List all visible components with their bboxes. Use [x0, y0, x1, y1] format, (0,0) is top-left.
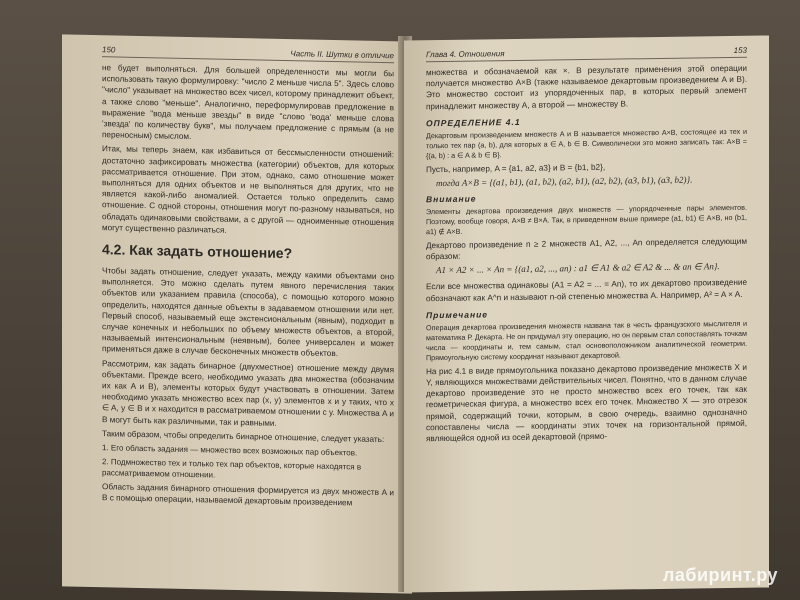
- right-running-header: [426, 46, 747, 62]
- left-intro-paragraph: не будет выполняться. Для большей определенности мы могли бы использовать такую формулировку: "число 2 меньше числа 5". Здесь слово "число" указывает на множество всех чисел, которому принадлежит объект, а также слово "меньше". Аналогично, переформулировав предложение в выражение "вода меньше звезды" в виде "слово 'вода' меньше слова 'звезда' по количеству букв", мы получаем предложение с прямым (а не переносным) смыслом.: [102, 63, 394, 142]
- right-paragraph-3: Если все множества одинаковы (A1 = A2 = ... = An), то их декартово произведение обозначают как A^n и называют n-ой степенью множества A. Например, A² = A × A.: [426, 278, 747, 303]
- watermark-logo: лабиринт.ру: [662, 565, 778, 585]
- attention-heading: Внимание: [426, 193, 477, 205]
- note-heading: Примечание: [426, 309, 489, 321]
- list-item: 1. Его область задания — множество всех возможных пар объектов.: [102, 443, 358, 458]
- right-paragraph-4: На рис 4.1 в виде прямоугольника показано декартово произведение множеств X и Y, являющихся множествами действительных чисел. Понятно, что в данном случае декартово произведение это не просто множество всех его точек, так как геометрическая фигура, а множество всех его точек. Множество X — это отрезок прямой, содержащий точки, которым, в свою очередь, взаимно однозначно сопоставлены числа — координаты этих точек на горизонтальной прямой, являющейся одной из осей декартовой (прямо-: [426, 362, 747, 444]
- list-item: 2. Подмножество тех и только тех пар объектов, которые находятся в рассматриваемом отношении.: [102, 457, 362, 480]
- left-paragraph-3: Чтобы задать отношение, следует указать, между какими объектами оно выполняется. Это можно сделать путем явного перечисления таких объектов или указанием правила (способа), с помощью которого можно определить, находятся данные объекты в задаваемом отношении или нет. Первый способ, называемый еще экстенсиональным (явным), подходит в случае конечных и небольших по объему множеств объектов, а второй, называемый интенсиональным (неявным), более универсален и может применяться даже в случае бесконечных множеств объектов.: [102, 266, 394, 359]
- definition-heading: ОПРЕДЕЛЕНИЕ 4.1: [426, 116, 521, 129]
- section-title: 4.2. Как задать отношение?: [102, 241, 293, 262]
- left-page: [62, 34, 412, 593]
- right-header-title: Глава 4. Отношения: [426, 49, 505, 60]
- example-math: тогда A×B = {(a1, b1), (a1, b2), (a2, b1), (a2, b2), (a3, b1), (a3, b2)}.: [436, 174, 693, 189]
- left-header-title: Часть II. Шутки в отличие: [290, 49, 394, 61]
- left-running-header: [102, 45, 394, 63]
- note-text: Операция декартова произведения множеств названа так в честь французского мыслителя и математика Р. Декарта. Не он придумал эту операцию, но он первым стал сопоставлять точкам числа — координаты и, тем самым, стал основоположником аналитической геометрии. Прямоугольную систему координат называют декартовой.: [426, 318, 747, 363]
- right-page-number: 153: [733, 45, 747, 55]
- right-page: [404, 35, 769, 592]
- right-paragraph-2: Декартово произведение n ≥ 2 множеств A1, A2, ..., An определяется следующим образом:: [426, 236, 747, 262]
- left-paragraph-5: Таким образом, чтобы определить бинарное отношение, следует указать:: [102, 429, 385, 444]
- definition-text: Декартовым произведением множеств A и B называется множество A×B, состоящее из тех и только тех пар (a, b), для которых a ∈ A, b ∈ B. Символически это можно записать так: A×B = {(a, b) : a ∈ A & b ∈ B}.: [426, 126, 747, 161]
- example-line: Пусть, например, A = {a1, a2, a3} и B = {b1, b2},: [426, 162, 606, 175]
- attention-text: Элементы декартова произведения двух множеств — упорядоченные пары элементов. Поэтому, вообще говоря, A×B ≠ B×A. Так, в приведенном выше примере (a1, b1) ∈ A×B, но (b1, a1) ∉ A×B.: [426, 202, 747, 237]
- right-paragraph-1: множества и обозначаемой как ×. В результате применения этой операции получается множество A×B (также называемое декартовым произведением A и B). Это множество состоит из упорядоченных пар, в которых первый элемент принадлежит множеству A, а второй — множеству B.: [426, 63, 747, 111]
- left-paragraph-4: Рассмотрим, как задать бинарное (двухместное) отношение между двумя объектами. Прежде всего, необходимо указать два множества (обозначим их как A и B), элементы которых будут участвовать в отношении. Затем необходимо указать множество всех пар (x, y) элементов x и y таких, что x ∈ A, y ∈ B и x находится в рассматриваемом отношении с y. Множества A и B могут быть как различными, так и равными.: [102, 358, 394, 428]
- left-page-number: 150: [102, 45, 116, 55]
- product-formula: A1 × A2 × ... × An = {(a1, a2, ..., an) : a1 ∈ A1 & a2 ∈ A2 & ... & an ∈ An}.: [436, 261, 720, 276]
- left-paragraph-2: Итак, мы теперь знаем, как избавиться от бессмысленности отношений: достаточно зафиксировать множества (категории) объектов, для которых рассматривается отношение. При этом, однако, само отношение может выполняться для одних объектов и не выполняться для других, что не является какой-либо аномалией. Остается только определить само отношение. С одной стороны, отношения могут по-разному называться, но обладать одинаковыми свойствами, а с другой — одноименные отношения могут существенно различаться.: [102, 144, 394, 235]
- left-paragraph-6: Область задания бинарного отношения формируется из двух множеств A и B с помощью операции, называемой декартовым произведением: [102, 482, 394, 508]
